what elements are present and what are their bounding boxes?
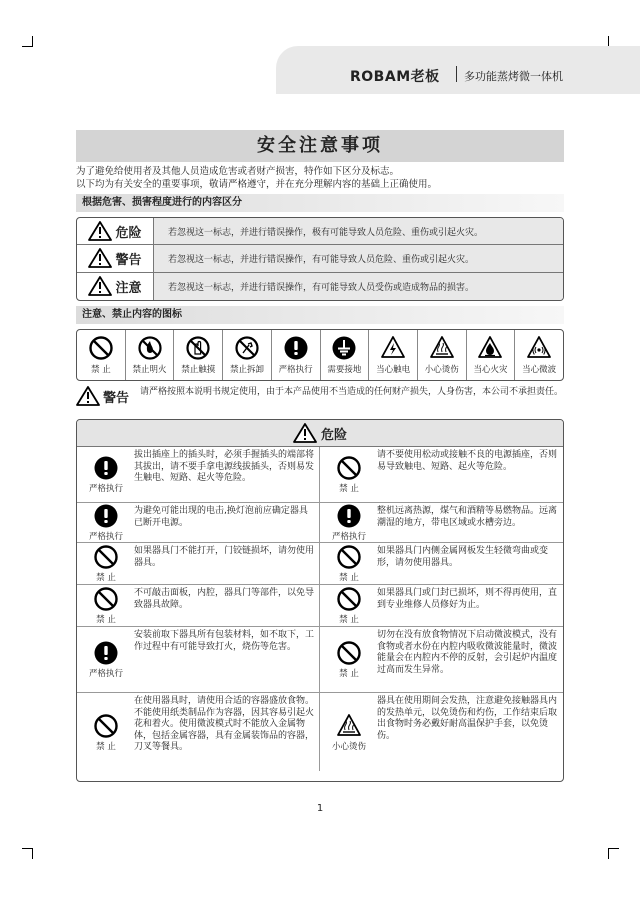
danger-row — [77, 693, 563, 771]
mandatory-icon — [336, 503, 362, 529]
danger-item — [320, 585, 563, 626]
danger-item-label: 禁 止 — [339, 573, 359, 583]
icon-legend-item — [515, 330, 563, 380]
mandatory-icon — [283, 335, 309, 361]
icon-legend — [76, 329, 564, 381]
warning-tag — [76, 386, 140, 406]
microwave-icon — [526, 335, 552, 361]
mandatory-icon — [93, 503, 119, 529]
warning-triangle-icon — [88, 276, 112, 296]
section-heading-severity: 根据危害、损害程度进行的内容区分 — [76, 194, 564, 212]
danger-row — [77, 543, 563, 585]
severity-description: 若忽视这一标志，并进行错误操作，有可能导致人员危险、重伤或引起火灾。 — [154, 245, 563, 271]
crop-mark — [608, 848, 619, 859]
danger-item — [320, 627, 563, 692]
danger-item-icon — [324, 640, 374, 679]
prohibit-icon — [88, 335, 114, 361]
danger-table — [76, 419, 564, 782]
danger-row — [77, 585, 563, 627]
danger-item-label: 严格执行 — [88, 532, 123, 542]
danger-item-icon — [81, 713, 131, 752]
no-disassemble-icon — [234, 335, 260, 361]
danger-item-text: 在使用器具时，请使用合适的容器盛放食物。不能使用纸类制品作为容器，因其容易引起火花和着火。使用微波模式时不能放入金属物体，包括金属容器，具有金属装饰品的容器，刀叉等餐具。 — [134, 696, 315, 753]
prohibit-icon — [336, 640, 362, 666]
danger-item-label: 小心烫伤 — [331, 741, 366, 752]
danger-item-text: 器具在使用期间会发热，注意避免接触器具内的发热单元，以免烫伤和灼伤，工作结束后取出食物时务必戴好耐高温保护手套，以免烫伤。 — [377, 696, 558, 741]
severity-label-cell — [77, 245, 154, 271]
mandatory-icon — [93, 640, 119, 666]
danger-item — [320, 543, 563, 584]
icon-legend-label: 当心微波 — [522, 365, 557, 375]
section-heading-icons: 注意、禁止内容的图标 — [76, 306, 564, 324]
danger-item-icon — [324, 544, 374, 583]
danger-item — [77, 585, 320, 626]
icon-legend-item — [418, 330, 467, 380]
icon-legend-label: 当心触电 — [376, 365, 411, 375]
hot-surface-icon — [429, 335, 455, 361]
danger-row — [77, 447, 563, 503]
severity-label-cell — [77, 218, 154, 244]
severity-label: 警告 — [115, 252, 142, 268]
danger-item-label: 禁 止 — [96, 573, 116, 583]
danger-row — [77, 503, 563, 543]
no-open-flame-icon — [137, 335, 163, 361]
electric-shock-icon — [380, 335, 406, 361]
danger-heading-label: 危险 — [320, 427, 347, 443]
warning-text: 请严格按照本说明书规定使用，由于本产品使用不当造成的任何财产损失，人身伤害，本公司不承担责任。 — [140, 387, 564, 397]
severity-description: 若忽视这一标志，并进行错误操作，极有可能导致人员危险、重伤或引起火灾。 — [154, 218, 563, 244]
severity-row — [77, 218, 563, 245]
severity-label: 危险 — [115, 225, 142, 241]
danger-heading — [77, 420, 563, 447]
danger-item-text: 请不要使用松动或接触不良的电源插座，否则易导致触电、短路、起火等危险。 — [377, 450, 558, 472]
danger-item-icon — [81, 455, 131, 494]
danger-item-icon — [81, 640, 131, 679]
ground-icon — [331, 335, 357, 361]
danger-item-text: 如果器具门不能打开，门铰链损坏，请勿使用器具。 — [134, 546, 315, 568]
danger-item-icon — [324, 503, 374, 542]
icon-legend-label: 禁止触摸 — [181, 365, 216, 375]
severity-row — [77, 245, 563, 272]
danger-item — [320, 447, 563, 502]
danger-item-icon — [324, 586, 374, 625]
danger-item-text: 拔出插座上的插头时，必须手握插头的端部将其拔出，请不要手拿电源线拔插头，否则易发生触电、短路、起火等危险。 — [134, 450, 315, 484]
warning-triangle-icon — [293, 423, 317, 443]
danger-item — [320, 693, 563, 771]
warning-triangle-icon — [88, 221, 112, 241]
danger-item-label: 禁 止 — [96, 741, 116, 752]
hot-surface-icon — [336, 713, 362, 739]
danger-item — [77, 693, 320, 771]
danger-item-label: 严格执行 — [88, 484, 123, 494]
danger-item-label: 禁 止 — [339, 615, 359, 625]
danger-item — [77, 503, 320, 542]
danger-item-label: 禁 止 — [339, 484, 359, 494]
danger-item-label: 严格执行 — [88, 669, 123, 679]
crop-mark — [22, 848, 33, 859]
brand-logo: ROBAM老板 — [350, 69, 440, 85]
prohibit-icon — [93, 586, 119, 612]
danger-item-text: 整机远离热源，煤气和酒精等易燃物品。远离潮湿的地方，带电区域或水槽旁边。 — [377, 506, 558, 528]
icon-legend-label: 禁止明火 — [132, 365, 167, 375]
warning-triangle-icon — [76, 386, 100, 406]
prohibit-icon — [93, 544, 119, 570]
prohibit-icon — [336, 586, 362, 612]
prohibit-icon — [336, 455, 362, 481]
icon-legend-label: 当心火灾 — [473, 365, 508, 375]
icon-legend-item — [467, 330, 516, 380]
danger-item-icon — [324, 455, 374, 494]
page-title: 安全注意事项 — [76, 130, 564, 162]
danger-row — [77, 627, 563, 693]
danger-item-icon — [324, 713, 374, 752]
danger-item — [77, 543, 320, 584]
danger-item-icon — [81, 544, 131, 583]
severity-label-cell — [77, 273, 154, 300]
page-number: 1 — [316, 803, 324, 814]
fire-icon — [477, 335, 503, 361]
icon-legend-item — [223, 330, 272, 380]
icon-legend-item — [369, 330, 418, 380]
icon-legend-item — [174, 330, 223, 380]
icon-legend-item — [126, 330, 175, 380]
danger-item-text: 如果器具门或门封已损坏，则不得再使用，直到专业维修人员修好为止。 — [377, 588, 558, 610]
header-band — [276, 46, 640, 94]
icon-legend-label: 需要接地 — [327, 365, 362, 375]
mandatory-icon — [93, 455, 119, 481]
danger-item-label: 禁 止 — [339, 669, 359, 679]
icon-legend-label: 小心烫伤 — [424, 365, 459, 375]
danger-rows — [77, 447, 563, 771]
danger-item-text: 如果器具门内侧金属网板发生轻微弯曲或变形，请勿使用器具。 — [377, 546, 549, 568]
warning-note — [76, 386, 566, 406]
header-divider — [456, 66, 457, 82]
danger-item — [320, 503, 563, 542]
warning-label: 警告 — [103, 390, 130, 406]
danger-item — [77, 447, 320, 502]
icon-legend-item — [321, 330, 370, 380]
severity-table — [76, 217, 564, 301]
intro-line: 以下均为有关安全的重要事项，敬请严格遵守，并在充分理解内容的基础上正确使用。 — [76, 179, 438, 190]
icon-legend-label: 禁 止 — [91, 365, 111, 375]
danger-item-text: 不可敲击面板，内腔，器具门等部件，以免导致器具故障。 — [134, 588, 315, 610]
danger-item-icon — [81, 586, 131, 625]
no-touch-icon — [185, 335, 211, 361]
intro-text — [76, 165, 566, 191]
intro-line: 为了避免给使用者及其他人员造成危害或者财产损害，特作如下区分及标志。 — [76, 166, 400, 177]
prohibit-icon — [93, 713, 119, 739]
icon-legend-item — [272, 330, 321, 380]
severity-row — [77, 273, 563, 300]
icon-legend-item — [77, 330, 126, 380]
severity-description: 若忽视这一标志，并进行错误操作，有可能导致人员受伤或造成物品的损害。 — [154, 273, 563, 300]
danger-item-text: 安装前取下器具所有包装材料，如不取下，工作过程中有可能导致打火，烧伤等危害。 — [134, 630, 315, 652]
warning-triangle-icon — [88, 248, 112, 268]
product-name: 多功能蒸烤微一体机 — [464, 70, 563, 83]
danger-item-label: 严格执行 — [331, 532, 366, 542]
severity-label: 注意 — [115, 280, 142, 296]
danger-item — [77, 627, 320, 692]
danger-item-text: 为避免可能出现的电击,换灯泡前应确定器具已断开电源。 — [134, 506, 308, 528]
danger-item-text: 切勿在没有放食物情况下启动微波模式，没有食物或者水份在内腔内吸收微波能量时，微波能量会在内腔内不停的反射，会引起炉内温度过高而发生异常。 — [377, 630, 558, 675]
danger-item-icon — [81, 503, 131, 542]
danger-item-label: 禁 止 — [96, 615, 116, 625]
icon-legend-label: 严格执行 — [278, 365, 313, 375]
crop-mark — [22, 36, 33, 47]
prohibit-icon — [336, 544, 362, 570]
icon-legend-label: 禁止拆卸 — [229, 365, 264, 375]
